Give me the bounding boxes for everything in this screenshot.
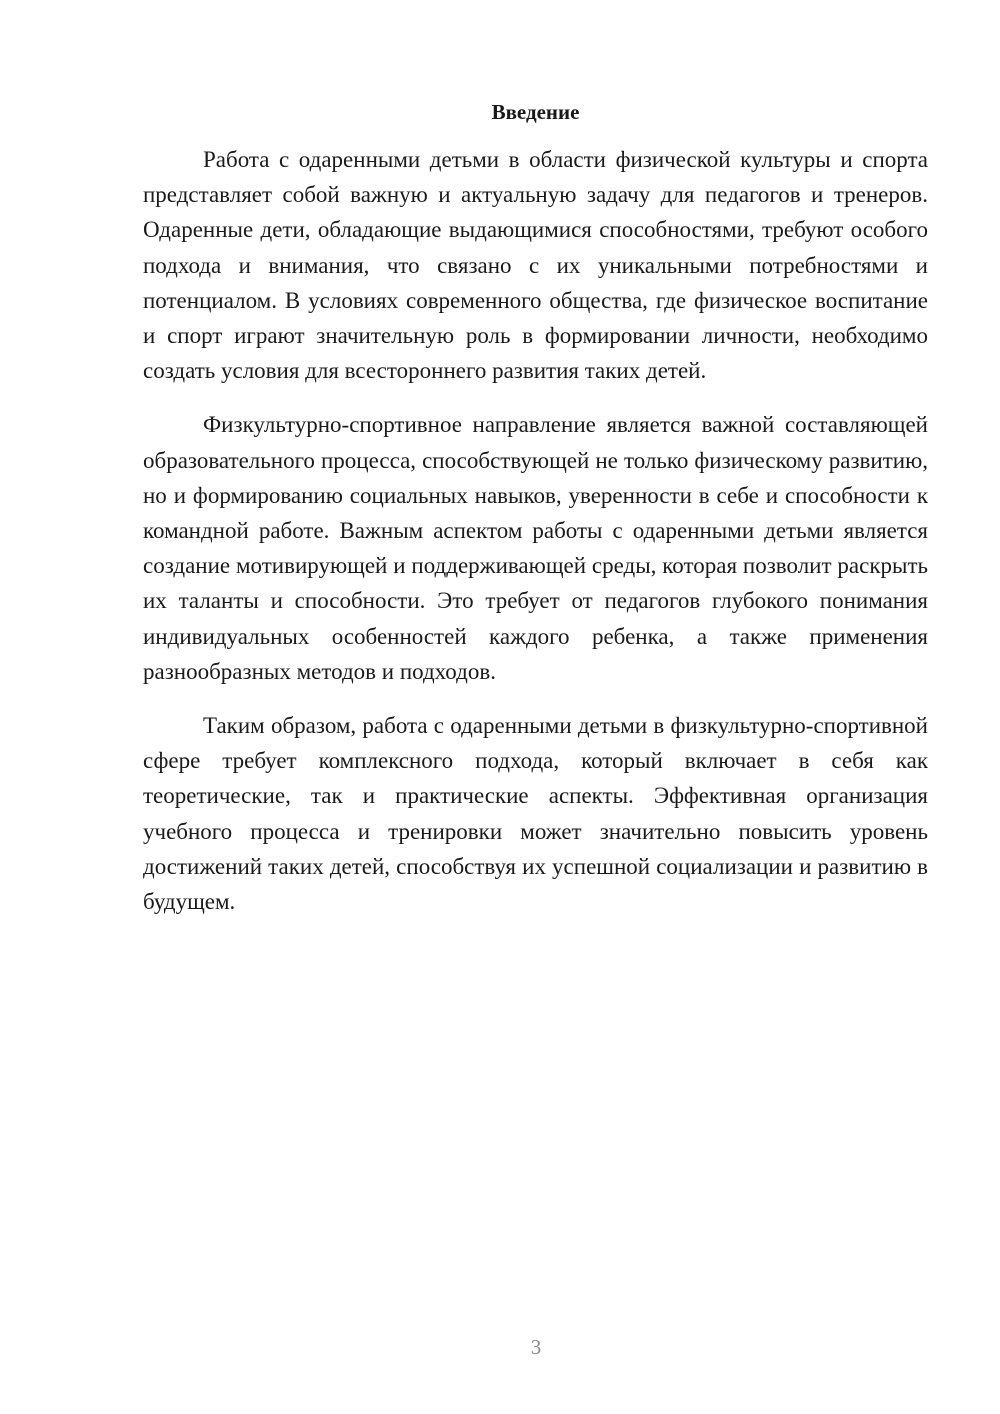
page-number: 3: [530, 1335, 542, 1359]
document-body: [143, 142, 928, 938]
paragraph-3: Таким образом, работа с одаренными детьми в физкультурно-спортивной сфере требует комплексного подхода, который включает в себя как теоретические, так и практические аспекты. Эффективная организация учебного процесса и тренировки может значительно повысить уровень достижений таких детей, способствуя их успешной социализации и развитию в будущем.: [143, 713, 928, 915]
paragraph-1: Работа с одаренными детьми в области физической культуры и спорта представляет собой важную и актуальную задачу для педагогов и тренеров. Одаренные дети, обладающие выдающимися способностями, требуют особого подхода и внимания, что связано с их уникальными потребностями и потенциалом. В условиях современного общества, где физическое воспитание и спорт играют значительную роль в формировании личности, необходимо создать условия для всестороннего развития таких детей.: [143, 147, 928, 384]
paragraph-2: Физкультурно-спортивное направление является важной составляющей образовательного процесса, способствующей не только физическому развитию, но и формированию социальных навыков, уверенности в себе и способности к командной работе. Важным аспектом работы с одаренными детьми является создание мотивирующей и поддерживающей среды, которая позволит раскрыть их таланты и способности. Это требует от педагогов глубокого понимания индивидуальных особенностей каждого ребенка, а также применения разнообразных методов и подходов.: [143, 412, 928, 684]
section-title: Введение: [491, 100, 580, 124]
